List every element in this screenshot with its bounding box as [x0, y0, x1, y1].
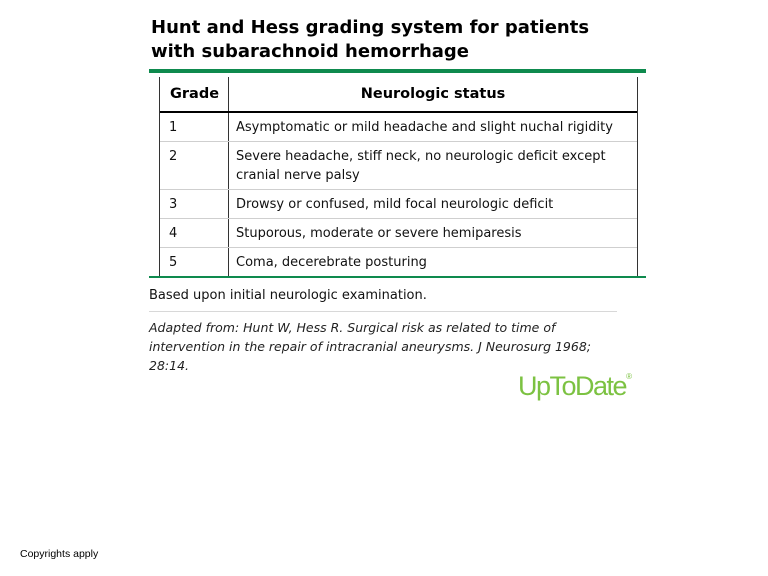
grade-cell: 3 [160, 190, 229, 218]
status-cell: Asymptomatic or mild headache and slight nuchal rigidity [236, 120, 613, 135]
grade-cell: 5 [160, 248, 229, 276]
status-cell: Severe headache, stiff neck, no neurologic deficit except cranial nerve palsy [236, 149, 606, 183]
table-header-row [160, 77, 637, 113]
logo-text: UpToDate [518, 371, 627, 401]
table-row [160, 219, 637, 248]
grade-cell: 2 [160, 142, 229, 189]
citation-text: Adapted from: Hunt W, Hess R. Surgical risk as related to time of intervention in the repair of intracranial aneurysms. J Neurosurg 1968; 28:14. [149, 320, 592, 373]
table-row [160, 190, 637, 219]
registered-mark: ® [626, 372, 632, 381]
table-title: Hunt and Hess grading system for patients with subarachnoid hemorrhage [151, 17, 590, 62]
title-divider [149, 69, 646, 73]
status-cell: Stuporous, moderate or severe hemiparesis [236, 226, 522, 241]
table-row [160, 142, 637, 190]
grading-table [159, 77, 638, 276]
table-row [160, 248, 637, 276]
header-grade: Grade [160, 77, 229, 111]
table-footnote: Based upon initial neurologic examination. [149, 288, 427, 303]
footnote-separator [149, 311, 617, 312]
uptodate-logo [518, 371, 632, 402]
grade-cell: 4 [160, 219, 229, 247]
copyright-notice: Copyrights apply [20, 548, 99, 560]
table-row [160, 113, 637, 142]
status-cell: Drowsy or confused, mild focal neurologic deficit [236, 197, 554, 212]
header-neurologic-status: Neurologic status [360, 86, 506, 102]
status-cell: Coma, decerebrate posturing [236, 255, 427, 270]
grade-cell: 1 [160, 113, 229, 141]
table-bottom-divider [149, 276, 646, 278]
